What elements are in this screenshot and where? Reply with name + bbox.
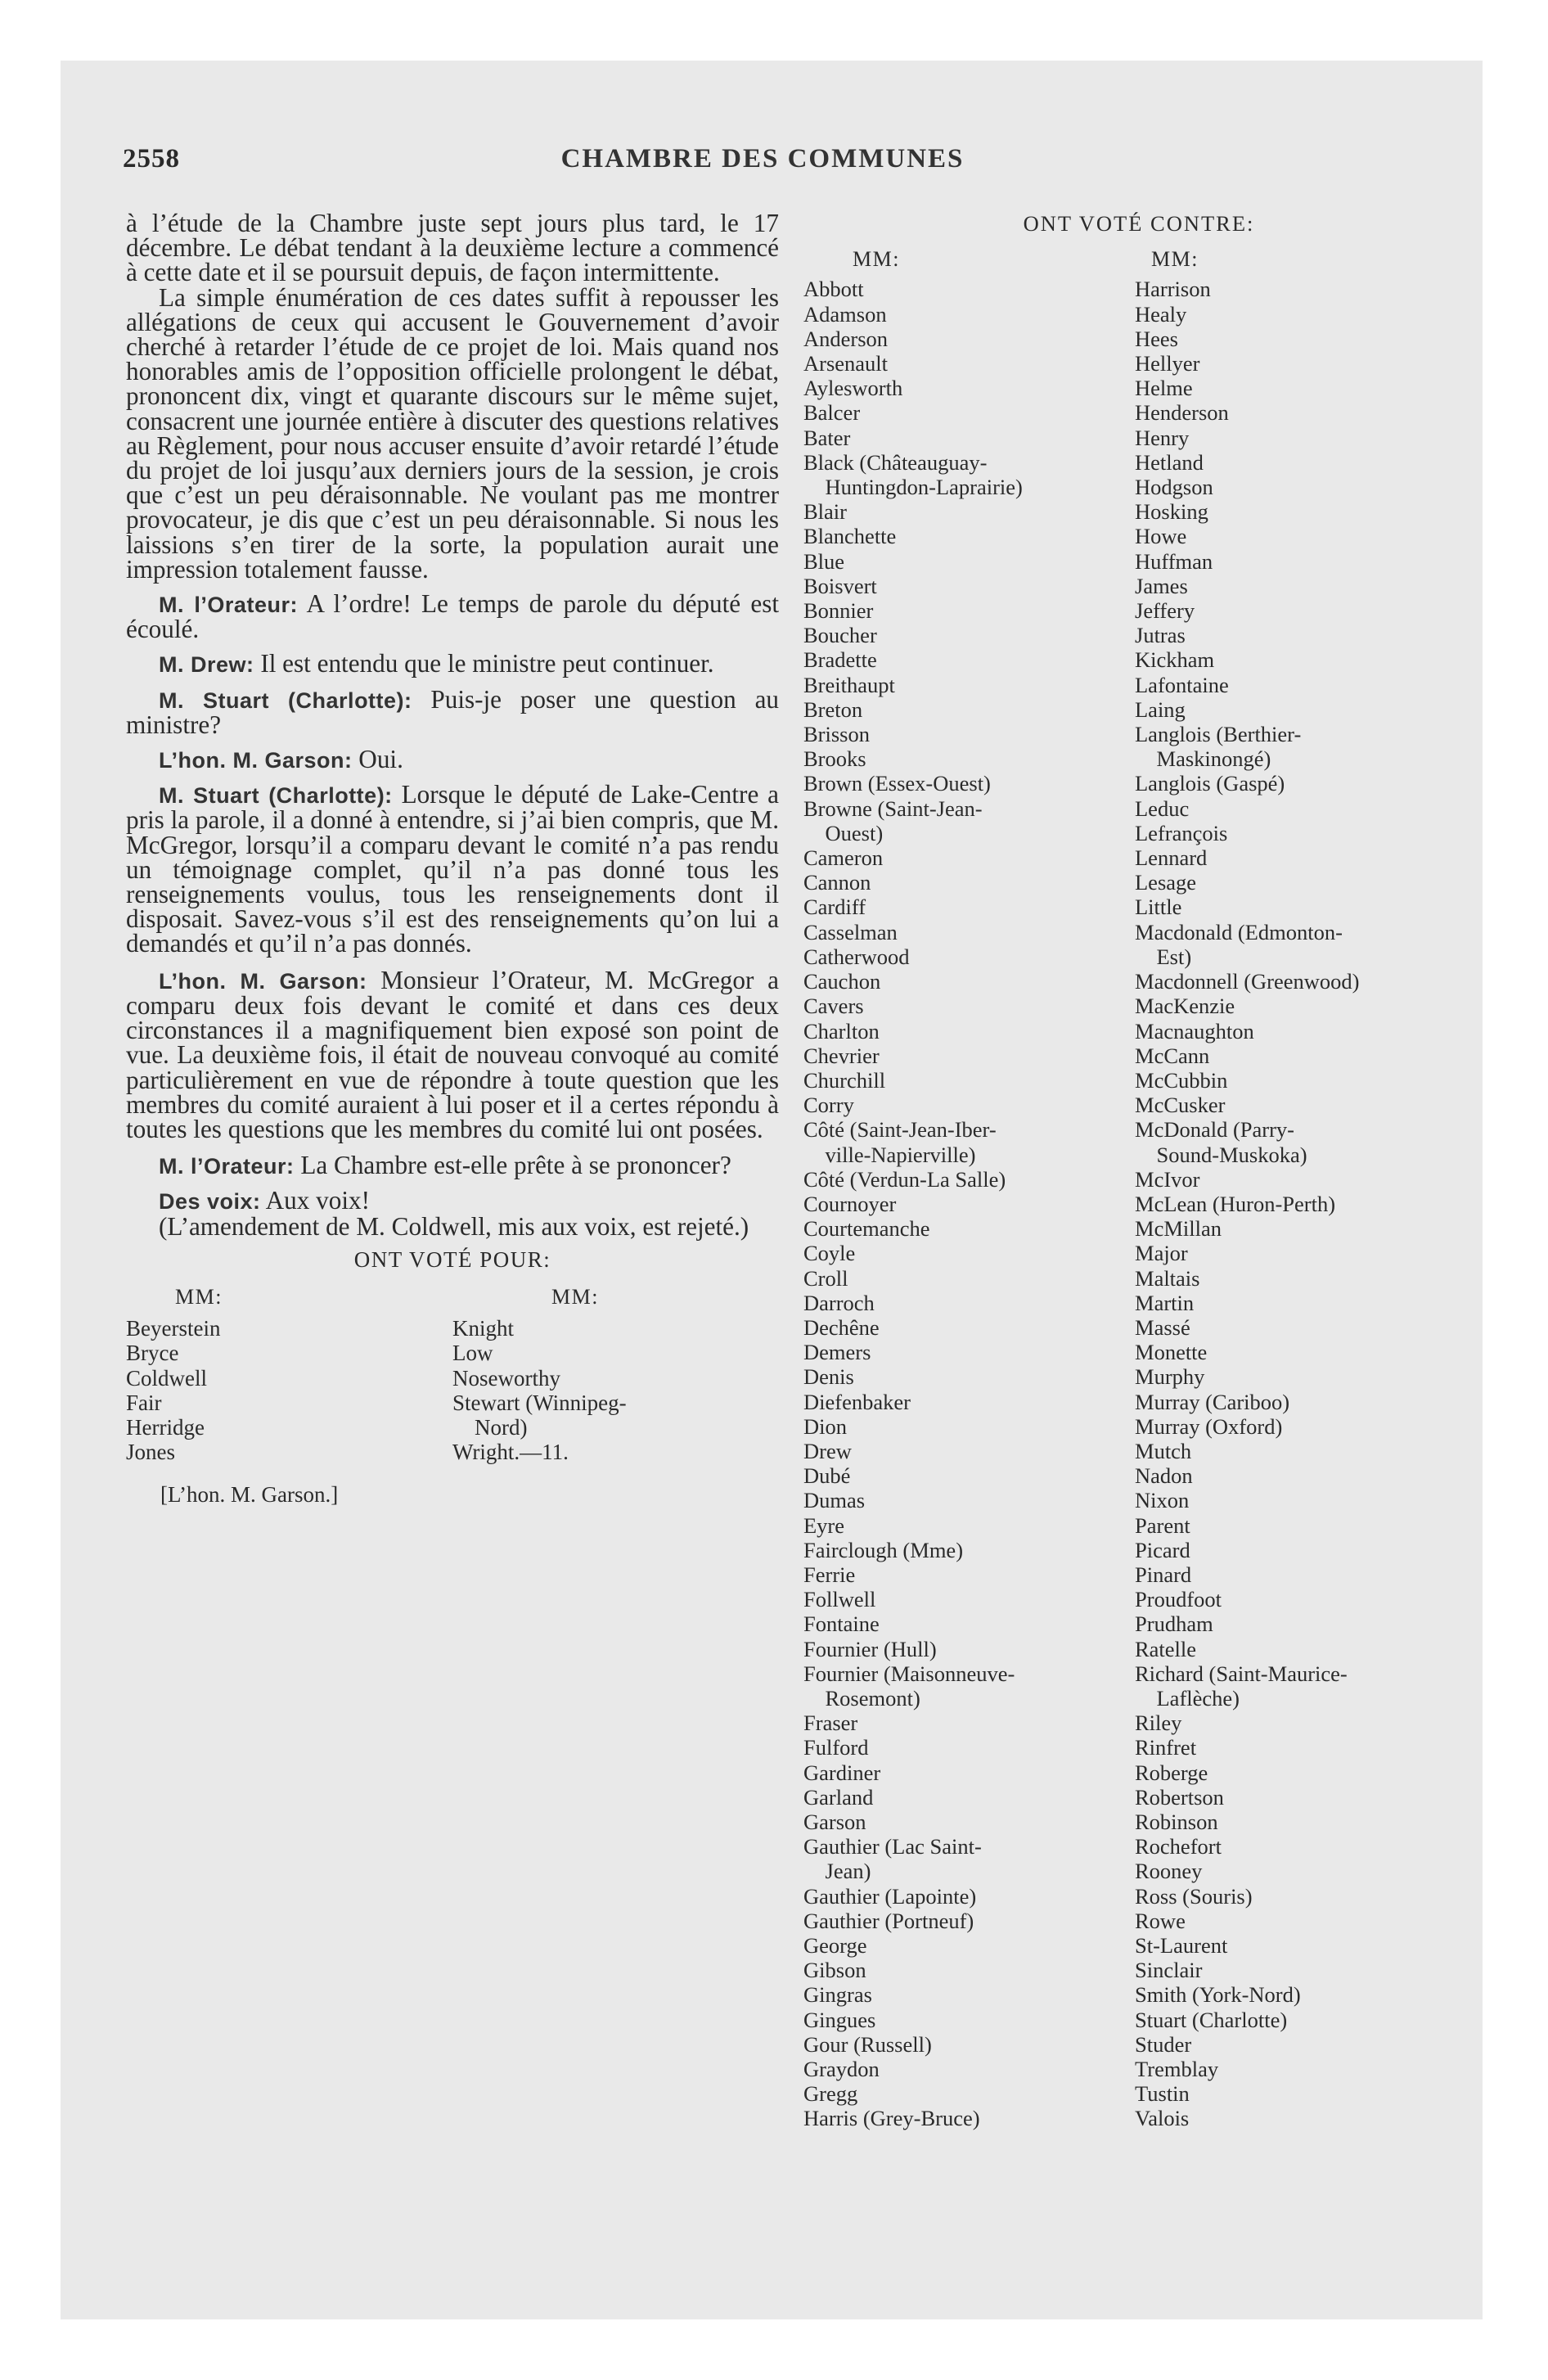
member-name: Hetland: [1135, 449, 1204, 475]
member-name: Brisson: [803, 722, 870, 747]
member-name: Jutras: [1135, 623, 1186, 648]
member-name: Blair: [803, 499, 847, 525]
member-name: Rochefort: [1135, 1834, 1222, 1859]
member-name: Corry: [803, 1093, 854, 1118]
member-name: Lesage: [1135, 870, 1197, 895]
member-name: Brooks: [803, 746, 866, 772]
speech-text: Aux voix!: [265, 1186, 370, 1215]
member-name: Brown (Essex-Ouest): [803, 771, 991, 796]
member-name: Cournoyer: [803, 1191, 897, 1216]
speaker-name: M. Stuart (Charlotte):: [159, 687, 412, 713]
member-name: Ouest): [803, 820, 884, 845]
member-name: Jones: [126, 1440, 175, 1465]
member-name: Tustin: [1135, 2081, 1190, 2107]
member-name: Harris (Grey-Bruce): [803, 2106, 980, 2131]
member-name: Low: [452, 1341, 493, 1366]
member-name: Stuart (Charlotte): [1135, 2007, 1288, 2032]
paragraph-1: à l’étude de la Chambre juste sept jours plus tard, le 17 décembre. Le débat tendant à la deuxième lecture a commencé à cette date et il se poursuit depuis, de façon intermittente.: [126, 209, 779, 287]
member-name: Coldwell: [126, 1365, 207, 1391]
member-name: Bonnier: [803, 598, 874, 624]
member-name: Fournier (Hull): [803, 1636, 937, 1661]
member-name: Mutch: [1135, 1438, 1192, 1463]
member-name: Richard (Saint-Maurice-: [1135, 1661, 1348, 1686]
member-name: Cardiff: [803, 895, 866, 920]
member-name: Gauthier (Lapointe): [803, 1883, 977, 1909]
member-name: McCann: [1135, 1043, 1210, 1068]
member-name: James: [1135, 573, 1188, 598]
member-name: Darroch: [803, 1290, 875, 1315]
member-name: Macnaughton: [1135, 1018, 1254, 1044]
member-name: Arsenault: [803, 351, 889, 376]
member-name: Chevrier: [803, 1043, 880, 1068]
speaker-name: L’hon. M. Garson:: [159, 748, 353, 773]
speech-text: Il est entendu que le ministre peut continuer.: [260, 649, 714, 678]
speech-text: A l’ordre! Le temps de parole du député est écoulé.: [126, 589, 779, 644]
member-name: Coyle: [803, 1241, 856, 1266]
member-name: Hellyer: [1135, 351, 1200, 376]
member-name: Henderson: [1135, 400, 1229, 426]
member-name: Gardiner: [803, 1760, 881, 1785]
member-name: Bradette: [803, 647, 877, 673]
member-name: Lafontaine: [1135, 672, 1229, 697]
member-name: Blue: [803, 548, 845, 574]
speech-des-voix: [126, 1188, 779, 1214]
member-name: Adamson: [803, 301, 887, 327]
member-name: Maltais: [1135, 1265, 1200, 1291]
vote-result: (L’amendement de M. Coldwell, mis aux voix, est rejeté.): [159, 1211, 749, 1241]
member-name: Black (Châteauguay-: [803, 449, 988, 475]
member-name: Murray (Cariboo): [1135, 1389, 1290, 1414]
member-name: Garland: [803, 1784, 874, 1810]
member-name: Breithaupt: [803, 672, 895, 697]
member-name: Huntingdon-Laprairie): [803, 475, 1023, 500]
pour-column-1: [126, 1316, 452, 1464]
left-column: [126, 211, 779, 1508]
member-name: Tremblay: [1135, 2057, 1219, 2082]
member-name: Maskinongé): [1135, 746, 1271, 772]
speech-text: Puis-je poser une question au ministre?: [126, 684, 780, 739]
member-name: Lefrançois: [1135, 820, 1228, 845]
member-name: Côté (Saint-Jean-Iber-: [803, 1117, 997, 1143]
member-name: Major: [1135, 1241, 1188, 1266]
running-title: CHAMBRE DES COMMUNES: [560, 144, 965, 174]
member-name: Knight: [452, 1316, 515, 1341]
member-name: Prudham: [1135, 1611, 1213, 1637]
member-name: Gauthier (Portneuf): [803, 1908, 974, 1933]
member-name: Browne (Saint-Jean-: [803, 796, 983, 821]
member-name: Robinson: [1135, 1810, 1218, 1834]
speech-drew: [126, 651, 779, 677]
member-name: St-Laurent: [1135, 1933, 1228, 1959]
member-name: Laing: [1135, 696, 1186, 722]
member-name: Herridge: [126, 1414, 205, 1440]
member-name: Côté (Verdun-La Salle): [803, 1166, 1006, 1192]
member-name: Ross (Souris): [1135, 1883, 1253, 1909]
speech-stuart-1: [126, 684, 780, 739]
member-name: Gregg: [803, 2081, 858, 2107]
member-name: Huffman: [1135, 548, 1213, 574]
member-name: Gour (Russell): [803, 2031, 932, 2057]
member-name: Garson: [803, 1810, 866, 1834]
member-name: Gingues: [803, 2007, 876, 2032]
member-name: Fontaine: [803, 1611, 880, 1637]
member-name: Dechêne: [803, 1314, 880, 1340]
member-name: Parent: [1135, 1512, 1190, 1538]
member-name: Smith (York-Nord): [1135, 1982, 1301, 2008]
member-name: Casselman: [803, 919, 898, 944]
speech-text: Oui.: [358, 745, 403, 774]
member-name: Wright.—11.: [452, 1440, 569, 1465]
member-name: Jeffery: [1135, 598, 1195, 624]
member-name: George: [803, 1933, 867, 1959]
member-name: Beyerstein: [126, 1316, 221, 1341]
member-name: McCusker: [1135, 1093, 1226, 1118]
member-name: Howe: [1135, 524, 1187, 549]
member-name: Robertson: [1135, 1784, 1224, 1810]
speech-text: Lorsque le député de Lake-Centre a pris la parole, il a donné à entendre, si j’ai bien compris, que M. McGregor, lorsqu’il a comparu devant le comité n’a pas rendu un témoignage complet, qu’il n’a pas donné tous les renseignements voulus, tous les renseignements dont il disposait. Savez-vous s’il est des renseignements qu’on lui a demandés et qu’il n’a pas donnés.: [126, 780, 780, 958]
mm-label: MM:: [1151, 247, 1199, 272]
member-name: Hees: [1135, 326, 1178, 351]
signature-line: [L’hon. M. Garson.]: [160, 1482, 339, 1508]
member-name: Boucher: [803, 623, 877, 648]
speech-garson-1: [126, 747, 779, 773]
member-name: Drew: [803, 1438, 852, 1463]
member-name: Hodgson: [1135, 475, 1213, 500]
page-header: [123, 144, 1468, 180]
member-name: Blanchette: [803, 524, 897, 549]
member-name: Courtemanche: [803, 1216, 930, 1242]
member-name: Churchill: [803, 1067, 886, 1093]
member-name: Macdonald (Edmonton-: [1135, 919, 1343, 944]
member-name: Dumas: [803, 1488, 866, 1513]
member-name: Jean): [803, 1859, 871, 1884]
member-name: Bater: [803, 425, 851, 450]
speech-orateur-2: [126, 1153, 779, 1179]
speech-text: Monsieur l’Orateur, M. McGregor a comparu deux fois devant le comité et dans ces deux circonstances il a magnifiquement bien exposé son point de vue. La deuxième fois, il était de nouveau convoqué au comité particulièrement en vue de répondre à toute question que les membres du comité auraient à lui poser et il a certes répondu à toutes les questions que les membres du comité lui ont posées.: [126, 965, 780, 1143]
member-name: Nord): [452, 1414, 528, 1440]
member-name: Denis: [803, 1364, 854, 1390]
speaker-name: M. Drew:: [159, 652, 254, 678]
vote-pour-heading: ONT VOTÉ POUR:: [353, 1246, 551, 1272]
speech-garson-2: [126, 965, 780, 1143]
member-name: Pinard: [1135, 1562, 1192, 1587]
member-name: Lennard: [1135, 845, 1208, 871]
speaker-name: M. l’Orateur:: [159, 1154, 295, 1179]
mm-row: [803, 247, 1474, 272]
member-name: Gauthier (Lac Saint-: [803, 1834, 982, 1859]
member-name: Fair: [126, 1390, 162, 1415]
member-name: Fulford: [803, 1735, 869, 1760]
member-name: Follwell: [803, 1587, 876, 1612]
right-column: [803, 211, 1474, 2131]
member-name: Aylesworth: [803, 376, 903, 401]
member-name: Healy: [1135, 301, 1187, 327]
member-name: Proudfoot: [1135, 1587, 1222, 1612]
member-name: Rooney: [1135, 1859, 1203, 1884]
mm-label: MM:: [853, 247, 900, 272]
member-name: Diefenbaker: [803, 1389, 911, 1414]
member-name: Stewart (Winnipeg-: [452, 1390, 627, 1415]
speech-text: La Chambre est-elle prête à se prononcer?: [300, 1151, 731, 1180]
speaker-name: M. Stuart (Charlotte):: [159, 783, 393, 809]
member-name: Catherwood: [803, 944, 910, 969]
member-name: Cameron: [803, 845, 884, 871]
member-name: Fraser: [803, 1711, 858, 1736]
member-name: Rosemont): [803, 1685, 920, 1711]
member-name: Ferrie: [803, 1562, 856, 1587]
page-number: 2558: [123, 144, 180, 174]
member-name: Valois: [1135, 2106, 1190, 2131]
member-name: Gingras: [803, 1982, 872, 2008]
member-name: Hosking: [1135, 499, 1208, 525]
member-name: Helme: [1135, 376, 1193, 401]
member-name: Fournier (Maisonneuve-: [803, 1661, 1015, 1686]
member-name: Studer: [1135, 2031, 1192, 2057]
speech-orateur-1: [126, 589, 779, 644]
member-name: McDonald (Parry-: [1135, 1117, 1295, 1143]
member-name: Sinclair: [1135, 1958, 1203, 1983]
contre-column-2: [1135, 277, 1474, 2130]
member-name: Breton: [803, 696, 863, 722]
member-name: Kickham: [1135, 647, 1215, 673]
member-name: Harrison: [1135, 277, 1211, 302]
mm-row: [126, 1285, 779, 1309]
member-name: Abbott: [803, 277, 864, 302]
member-name: McLean (Huron-Perth): [1135, 1191, 1336, 1216]
member-name: Bryce: [126, 1341, 179, 1366]
member-name: Gibson: [803, 1958, 866, 1983]
member-name: McCubbin: [1135, 1067, 1228, 1093]
vote-contre-list: [803, 277, 1474, 2130]
member-name: Murray (Oxford): [1135, 1413, 1283, 1439]
member-name: Langlois (Berthier-: [1135, 722, 1302, 747]
member-name: McIvor: [1135, 1166, 1200, 1192]
member-name: Balcer: [803, 400, 861, 426]
member-name: Graydon: [803, 2057, 880, 2082]
member-name: McMillan: [1135, 1216, 1222, 1242]
member-name: Little: [1135, 895, 1182, 920]
member-name: Picard: [1135, 1537, 1190, 1562]
member-name: Eyre: [803, 1512, 845, 1538]
mm-label: MM:: [175, 1284, 223, 1309]
speech-stuart-2: [126, 782, 779, 956]
member-name: Nadon: [1135, 1463, 1193, 1489]
member-name: Henry: [1135, 425, 1190, 450]
member-name: Est): [1135, 944, 1192, 969]
member-name: Roberge: [1135, 1760, 1208, 1785]
member-name: Nixon: [1135, 1488, 1190, 1513]
member-name: Boisvert: [803, 573, 877, 598]
member-name: MacKenzie: [1135, 994, 1235, 1019]
member-name: Dion: [803, 1413, 847, 1439]
member-name: Fairclough (Mme): [803, 1537, 964, 1562]
member-name: Cannon: [803, 870, 871, 895]
speaker-name: Des voix:: [159, 1189, 261, 1215]
member-name: ville-Napierville): [803, 1142, 976, 1167]
member-name: Langlois (Gaspé): [1135, 771, 1285, 796]
contre-column-1: [803, 277, 1135, 2130]
paragraph-2: La simple énumération de ces dates suffit à repousser les allégations de ceux qui accusent le Gouvernement d’avoir cherché à retarder l’étude de ce projet de loi. Mais quand nos honorables amis de l’opposition officielle prolongent le débat, prononcent dix, vingt et quarante discours sur le même sujet, consacrent une journée entière à discuter des questions relatives au Règlement, pour nous accuser ensuite d’avoir retardé l’étude du projet de loi jusqu’aux derniers jours de la session, je crois que c’est un peu déraisonnable. Ne voulant pas me montrer provocateur, je dis que c’est un peu déraisonnable. Si nous les laissions s’en tirer de la sorte, la population aurait une impression totalement fausse.: [126, 282, 779, 584]
member-name: Dubé: [803, 1463, 851, 1489]
vote-contre-heading: ONT VOTÉ CONTRE:: [1023, 211, 1255, 236]
member-name: Noseworthy: [452, 1365, 560, 1391]
member-name: Anderson: [803, 326, 889, 351]
member-name: Rowe: [1135, 1908, 1186, 1933]
member-name: Cavers: [803, 994, 864, 1019]
member-name: Massé: [1135, 1314, 1190, 1340]
member-name: Rinfret: [1135, 1735, 1197, 1760]
member-name: Charlton: [803, 1018, 880, 1044]
speaker-name: M. l’Orateur:: [159, 593, 298, 618]
speaker-name: L’hon. M. Garson:: [159, 968, 367, 994]
pour-column-2: [452, 1316, 779, 1464]
member-name: Demers: [803, 1340, 871, 1365]
member-name: Leduc: [1135, 796, 1190, 821]
member-name: Sound-Muskoka): [1135, 1142, 1307, 1167]
member-name: Martin: [1135, 1290, 1195, 1315]
member-name: Croll: [803, 1265, 848, 1291]
member-name: Macdonnell (Greenwood): [1135, 969, 1360, 994]
member-name: Monette: [1135, 1340, 1208, 1365]
vote-pour-list: [126, 1316, 779, 1464]
member-name: Laflèche): [1135, 1685, 1240, 1711]
member-name: Murphy: [1135, 1364, 1205, 1390]
member-name: Cauchon: [803, 969, 881, 994]
member-name: Riley: [1135, 1711, 1182, 1736]
mm-label: MM:: [551, 1284, 599, 1309]
member-name: Ratelle: [1135, 1636, 1197, 1661]
